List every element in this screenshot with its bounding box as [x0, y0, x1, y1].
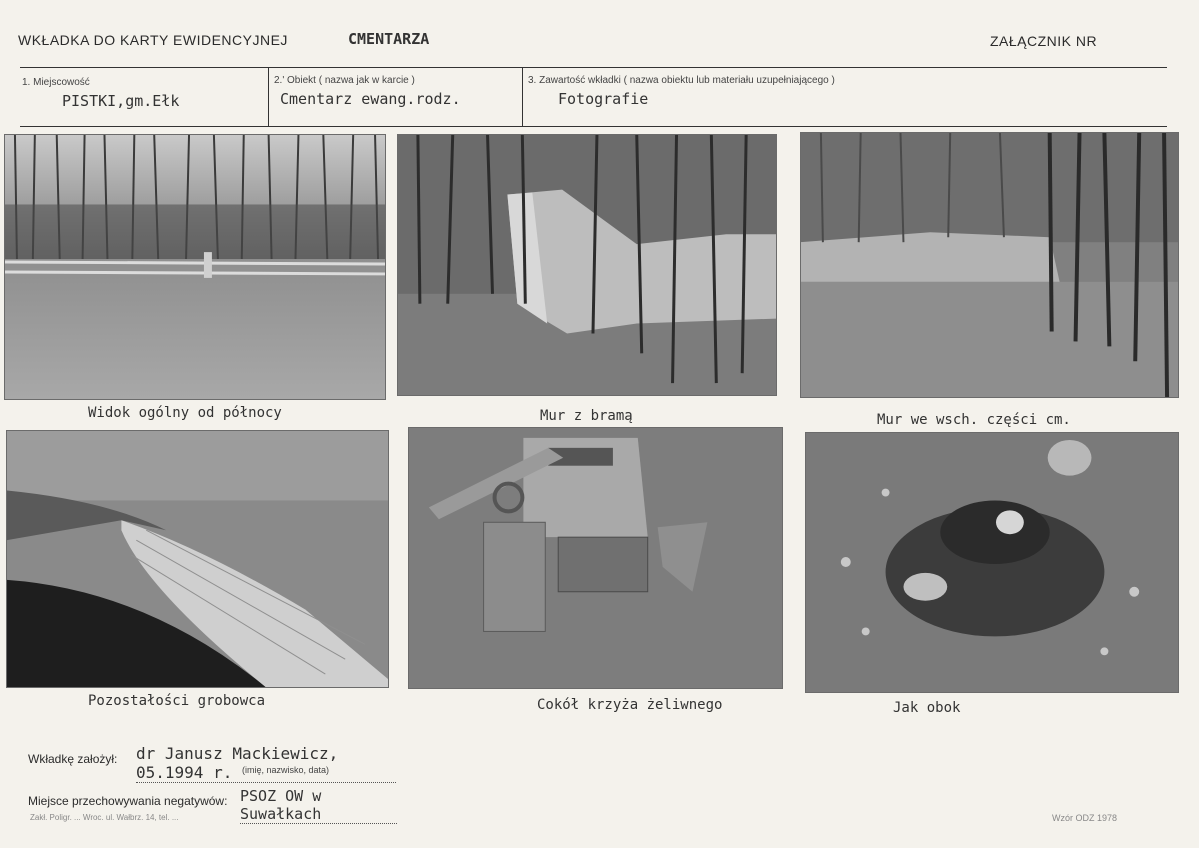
photo-ground-stone — [805, 432, 1179, 693]
photo-cross-pedestal — [408, 427, 783, 689]
field-3-label: 3. Zawartość wkładki ( nazwa obiektu lub materiału uzupełniającego ) — [528, 75, 835, 86]
storage-label: Miejsce przechowywania negatywów: — [28, 794, 228, 808]
photo-caption: Mur we wsch. części cm. — [877, 412, 1071, 428]
field-1-value: PISTKI,gm.Ełk — [62, 92, 180, 110]
document-title-handwritten: CMENTARZA — [348, 30, 430, 48]
photo-caption: Pozostałości grobowca — [88, 693, 266, 709]
photo-meadow-fence — [4, 134, 386, 400]
photo-caption: Widok ogólny od północy — [88, 405, 282, 421]
photo-caption: Jak obok — [893, 700, 961, 716]
photo-east-wall — [800, 132, 1179, 398]
form-code: Wzór ODZ 1978 — [1052, 813, 1118, 823]
founder-label: Wkładkę założył: — [28, 752, 118, 766]
top-rule — [20, 67, 1167, 68]
photo-caption: Cokół krzyża żeliwnego — [537, 697, 723, 713]
founder-value: dr Janusz Mackiewicz, 05.1994 r. — [136, 744, 396, 783]
column-divider — [268, 67, 269, 126]
field-2-value: Cmentarz ewang.rodz. — [280, 90, 461, 108]
field-3-value: Fotografie — [558, 90, 649, 108]
bottom-rule — [20, 126, 1167, 127]
attachment-label: ZAŁĄCZNIK NR — [990, 33, 1098, 49]
storage-value: PSOZ OW w Suwałkach — [240, 787, 397, 824]
photo-tomb-remains — [6, 430, 389, 688]
founder-hint: (imię, nazwisko, data) — [242, 765, 330, 775]
photo-caption: Mur z bramą — [540, 408, 633, 424]
photo-wall-gate — [397, 134, 777, 396]
document-title: WKŁADKA DO KARTY EWIDENCYJNEJ — [18, 32, 288, 48]
column-divider — [522, 67, 523, 126]
field-1-label: 1. Miejscowość — [22, 77, 90, 88]
field-2-label: 2.' Obiekt ( nazwa jak w karcie ) — [274, 75, 415, 86]
print-note: Zakł. Poligr. ... Wroc. ul. Wałbrz. 14, tel. ... — [30, 813, 179, 822]
